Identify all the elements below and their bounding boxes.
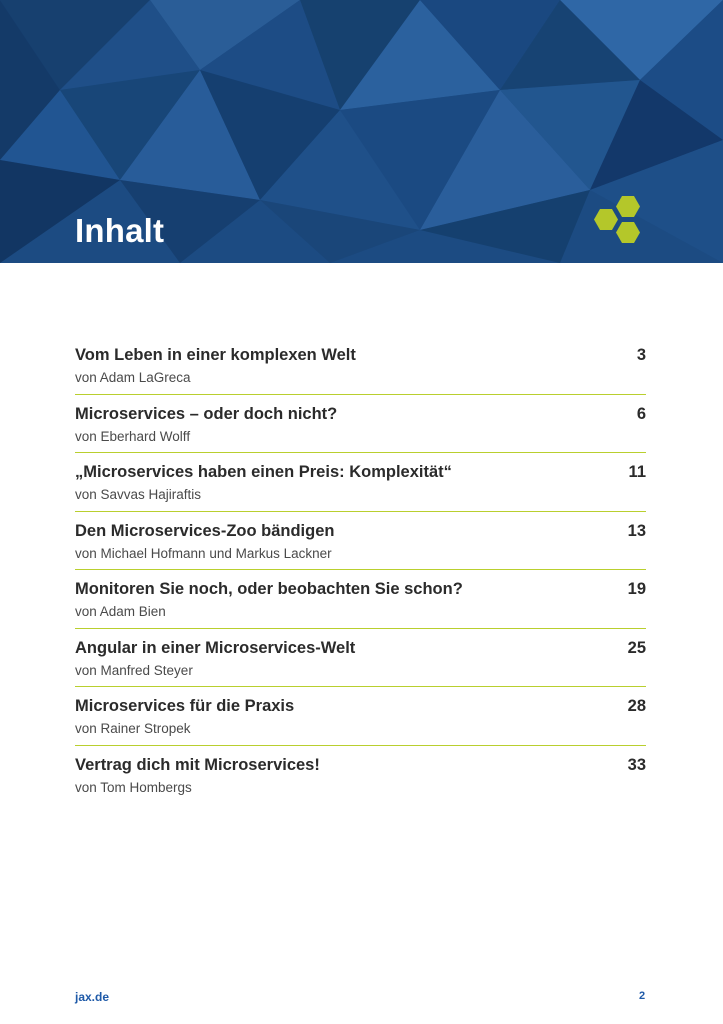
toc-entry-author: von Michael Hofmann und Markus Lackner [75, 545, 332, 561]
toc-entry-author: von Adam LaGreca [75, 370, 191, 385]
toc-entry-page: 3 [636, 346, 646, 364]
footer-page-number: 2 [639, 990, 646, 1002]
toc-entry-author: von Adam Bien [75, 604, 166, 619]
page-title: Inhalt [75, 212, 165, 249]
toc-entry-title: Den Microservices-Zoo bändigen [75, 521, 335, 540]
toc-entry-page: 11 [628, 463, 646, 481]
toc-entry[interactable] [75, 687, 646, 746]
toc-entry-page: 25 [627, 638, 646, 657]
toc-entry-page: 6 [636, 404, 646, 423]
toc-entry-page: 33 [627, 755, 646, 774]
toc-entry-page: 13 [627, 521, 646, 540]
toc-entry-title: Microservices – oder doch nicht? [75, 404, 338, 423]
toc-entry-title: Vom Leben in einer komplexen Welt [75, 346, 356, 364]
hexagon-logo-icon [594, 196, 650, 248]
toc-entry-title: Angular in einer Microservices-Welt [75, 638, 356, 657]
toc-entry-title: Microservices für die Praxis [75, 697, 295, 715]
toc-entry[interactable] [75, 570, 646, 629]
toc-entry[interactable] [75, 395, 646, 454]
toc-entry-author: von Rainer Stropek [75, 721, 191, 736]
toc-entry-author: von Savvas Hajiraftis [75, 487, 202, 502]
toc-entry-author: von Manfred Steyer [75, 662, 193, 678]
toc-entry-title: Monitoren Sie noch, oder beobachten Sie schon? [75, 580, 463, 598]
toc-entry-author: von Eberhard Wolff [75, 428, 191, 444]
toc-entry-title: „Microservices haben einen Preis: Komplexität“ [75, 463, 452, 481]
toc-entry[interactable] [75, 512, 646, 571]
toc-entry[interactable] [75, 629, 646, 688]
header-banner [0, 0, 723, 263]
toc-entry-author: von Tom Hombergs [75, 779, 192, 795]
footer-site-link[interactable]: jax.de [75, 990, 110, 1004]
toc-entry[interactable] [75, 336, 646, 395]
toc-entry[interactable] [75, 453, 646, 512]
table-of-contents [75, 336, 646, 804]
toc-entry-page: 28 [627, 697, 646, 715]
toc-entry[interactable] [75, 746, 646, 805]
toc-entry-title: Vertrag dich mit Microservices! [75, 755, 320, 774]
toc-entry-page: 19 [627, 580, 646, 598]
